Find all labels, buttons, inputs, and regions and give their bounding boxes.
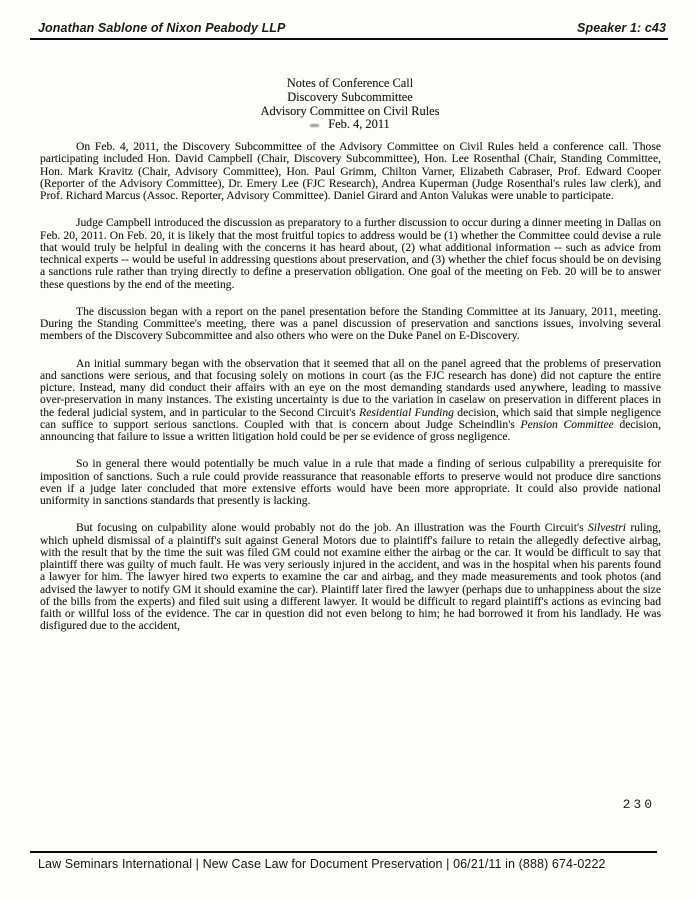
- page-header: [30, 21, 668, 40]
- title-line: Advisory Committee on Civil Rules: [260, 103, 440, 118]
- header-author: Jonathan Sablone of Nixon Peabody LLP: [38, 21, 286, 35]
- case-name-italic: Residential Funding: [359, 405, 454, 419]
- paragraph-text: An initial summary began with the observation that it seemed that all on the panel agreed that the problems of preservation and sanctions were serious, and that focusing solely on motions in court (as the FJC research has done) did not capture the entire picture. Instead, many did conduct their affairs with an eye on the most demanding standards used anywhere, leading to massive over-preservation in many instances. The existing uncertainty is due to the variation in caselaw on preservation in different places in the federal judicial system, and in particular to the Second Circuit's: [40, 356, 661, 419]
- paragraph-text: Judge Campbell introduced the discussion as preparatory to a further discussion to occur during a dinner meeting in Dallas on Feb. 20, 2011. On Feb. 20, it is likely that the most fruitful topics to address would be (1) whether the Committee could devise a rule that would truly be helpful in dealing with the concerns it has heard about, (2) what additional information -- such as advice from technical experts -- would be useful in addressing questions about preservation, and (3) whether the chief focus should be on devising a sanctions rule rather than trying directly to define a preservation obligation. One goal of the meeting on Feb. 20 will be to answer these questions by the end of the meeting.: [40, 216, 661, 291]
- paragraph-text: decision, which said that simple negligence can suffice to support serious sanctions. Coupled with that is concern about Judge Scheindlin's: [40, 405, 661, 431]
- footer-text: Law Seminars International | New Case Law for Document Preservation | 06/21/11 in (888) 674-0222: [38, 857, 606, 871]
- paragraph-text: ruling, which upheld dismissal of a plaintiff's suit against General Motors due to plaintiff's failure to retain the allegedly defective airbag, with the result that by the time the suit was filed GM could not examine either the airbag or the car. It would be difficult to say that plaintiff there was guilty of much fault. He was very seriously injured in the accident, and was in the hospital when his parents found a lawyer for him. The lawyer hired two experts to examine the car and airbag, and they made measurements and took photos (and advised the lawyer to notify GM it should examine the car). Plaintiff later fired the lawyer (perhaps due to unhappiness about the size of the bills from the experts) and filed suit using a different lawyer. It would be difficult to regard plaintiff's actions as evincing bad faith or willful loss of the evidence. The car in question did not even belong to him; he had borrowed it from his landlady. He was disfigured due to the accident,: [40, 521, 661, 633]
- title-line: Feb. 4, 2011: [40, 118, 660, 132]
- paragraph-text: The discussion began with a report on the panel presentation before the Standing Committee at its January, 2011, meeting. During the Standing Committee's meeting, there was a panel discussion of preservation and sanctions issues, involving several members of the Discovery Subcommittee and also others who were on the Duke Panel on E-Discovery.: [40, 304, 661, 343]
- paragraph: [40, 358, 661, 444]
- page-footer: [30, 851, 657, 871]
- paragraph: [40, 458, 661, 507]
- document-title-block: [40, 77, 660, 132]
- paragraph-text: So in general there would potentially be much value in a rule that made a finding of serious culpability a prerequisite for imposition of sanctions. Such a rule could provide reassurance that reasonable efforts to preserve would not produce dire sanctions even if a judge later concluded that more extensive efforts would have been more appropriate. It could also provide national uniformity in sanctions standards that presently is lacking.: [40, 457, 661, 507]
- case-name-italic: Silvestri: [588, 521, 626, 535]
- paragraph-text: But focusing on culpability alone would probably not do the job. An illustration was the Fourth Circuit's: [76, 521, 588, 535]
- paragraph: [40, 141, 661, 202]
- header-speaker-label: Speaker 1: c43: [577, 21, 666, 35]
- paragraph: [40, 306, 661, 343]
- title-line: Discovery Subcommittee: [287, 89, 413, 104]
- document-body: [40, 141, 661, 648]
- page-number: 230: [622, 797, 655, 812]
- paragraph: [40, 522, 661, 632]
- case-name-italic: Pension Committee: [520, 417, 614, 431]
- title-line: Notes of Conference Call: [286, 76, 414, 90]
- paragraph-text: decision, announcing that failure to issue a written litigation hold could be per se evidence of gross negligence.: [40, 417, 661, 443]
- paragraph: [40, 217, 661, 291]
- paragraph-text: On Feb. 4, 2011, the Discovery Subcommittee of the Advisory Committee on Civil Rules held a conference call. Those participating included Hon. David Campbell (Chair, Discovery Subcommittee), Hon. Lee Rosenthal (Chair, Standing Committee, Hon. Mark Kravitz (Chair, Advisory Committee), Hon. Paul Grimm, Chilton Varner, Elizabeth Cabraser, Prof. Edward Cooper (Reporter of the Advisory Committee), Dr. Emery Lee (FJC Research), Andrea Kuperman (Judge Rosenthal's rules law clerk), and Prof. Richard Marcus (Assoc. Reporter, Advisory Committee). Daniel Girard and Anton Valukas were unable to participate.: [40, 140, 661, 202]
